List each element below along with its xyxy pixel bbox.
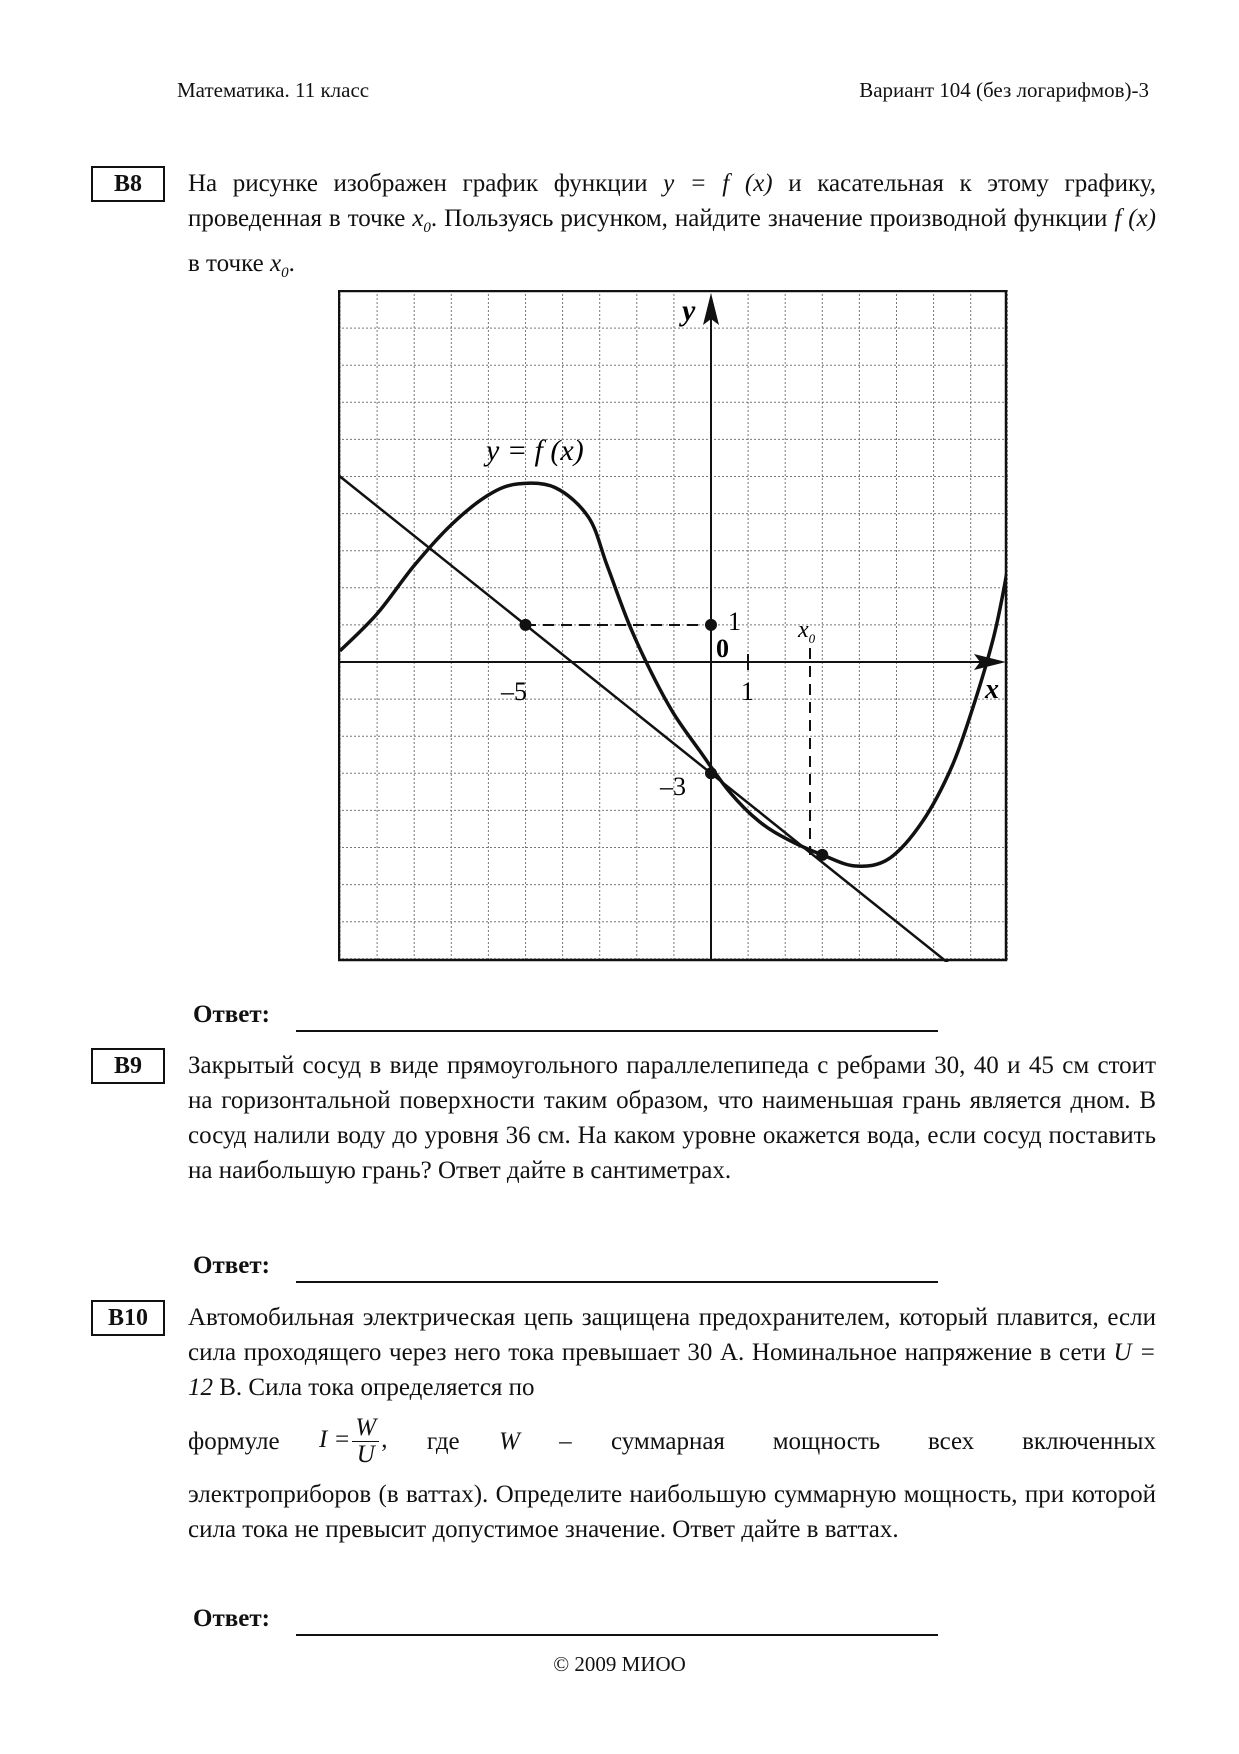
- function-graph: [338, 290, 1008, 962]
- b8-function-notation: y = f (x): [663, 170, 773, 197]
- b8-x0-symbol-2: [269, 250, 289, 281]
- b8-text-1: На рисунке изображен график функции: [188, 170, 648, 197]
- b10-where: где: [426, 1427, 460, 1455]
- b10-text-1-end: В. Сила тока определяется по: [219, 1374, 535, 1401]
- point-minus5-1: [520, 619, 532, 631]
- b10-formula-line: [188, 1405, 1156, 1477]
- b10-formula: [319, 1415, 388, 1468]
- y-axis-label: y: [682, 294, 696, 327]
- b8-x0-letter: x: [412, 205, 424, 232]
- task-b10-text: [188, 1300, 1156, 1547]
- header-subject: Математика. 11 класс: [177, 78, 370, 102]
- minus-three-label: –3: [660, 772, 686, 801]
- b8-x0-letter-2: x: [269, 250, 282, 277]
- b8-text-5: .: [288, 250, 295, 277]
- x0-label: [797, 617, 816, 646]
- b8-text-4: в точке: [188, 250, 264, 277]
- header-variant: Вариант 104 (без логарифмов)-3: [859, 78, 1149, 102]
- b10-text-3: электроприборов (в ваттах). Определите наибольшую суммарную мощность, при которой сила тока не превысит допустимое значение. Ответ дайте в ваттах.: [188, 1481, 1156, 1543]
- x-axis-label: x: [985, 674, 999, 705]
- tangency-point: [816, 849, 828, 861]
- point-0-minus3: [705, 767, 717, 779]
- b10-formula-word: формуле: [188, 1427, 280, 1455]
- b8-text-3: . Пользуясь рисунком, найдите значение производной функции: [430, 205, 1108, 232]
- b10-comma: ,: [381, 1425, 388, 1453]
- b10-w-symbol: W: [498, 1427, 520, 1455]
- answer-label-b8: Ответ:: [193, 1001, 270, 1028]
- minus-five-label: –5: [501, 677, 527, 706]
- answer-field-b10[interactable]: [296, 1634, 938, 1636]
- y-one-label: 1: [728, 607, 741, 636]
- x-one-label: 1: [741, 677, 754, 706]
- x0-label-letter: x: [798, 617, 809, 643]
- answer-field-b8[interactable]: [296, 1030, 938, 1032]
- task-b9-text: [188, 1048, 1156, 1188]
- footer-copyright: © 2009 МИОО: [553, 1652, 686, 1676]
- b9-paragraph: Закрытый сосуд в виде прямоугольного параллелепипеда с ребрами 30, 40 и 45 см стоит на горизонтальной поверхности таким образом, что наименьшая грань является дном. В сосуд налили воду до уровня 36 см. На каком уровне окажется вода, если сосуд поставить на наибольшую грань? Ответ дайте в сантиметрах.: [188, 1052, 1156, 1184]
- b10-fraction: [352, 1415, 379, 1468]
- b8-x0-subscript: 0: [423, 220, 431, 236]
- b10-dash: –: [559, 1427, 572, 1455]
- point-0-1: [705, 619, 717, 631]
- answer-label-b10: Ответ:: [193, 1605, 270, 1632]
- task-tag-b10: B10: [91, 1300, 165, 1336]
- answer-label-b9: Ответ:: [193, 1252, 270, 1279]
- b8-derivative-function: f (x): [1114, 205, 1156, 232]
- task-b8-text: [188, 166, 1156, 291]
- answer-field-b9[interactable]: [296, 1281, 938, 1283]
- b10-fraction-denominator: U: [356, 1440, 375, 1468]
- b10-text-1: Автомобильная электрическая цепь защищена предохранителем, который плавится, если сила проходящего через него тока превышает 30 А. Номинальное напряжение в сети: [188, 1304, 1156, 1366]
- x0-label-subscript: 0: [808, 631, 816, 646]
- task-tag-b8: B8: [91, 166, 165, 202]
- b8-x0-symbol: [412, 205, 431, 236]
- b10-current-eq: I =: [318, 1425, 351, 1453]
- b10-text-2-start: суммарная мощность всех включенных: [610, 1427, 1156, 1455]
- b10-fraction-numerator: W: [352, 1415, 379, 1442]
- b8-text-2: и касательная к этому графику, проведенная в точке: [188, 170, 1156, 232]
- b8-x0-subscript-2: 0: [281, 265, 289, 281]
- origin-label: 0: [716, 634, 729, 663]
- b10-voltage: U = 12: [188, 1339, 1156, 1401]
- task-tag-b9: B9: [91, 1048, 165, 1084]
- curve-label: y = f (x): [486, 434, 584, 467]
